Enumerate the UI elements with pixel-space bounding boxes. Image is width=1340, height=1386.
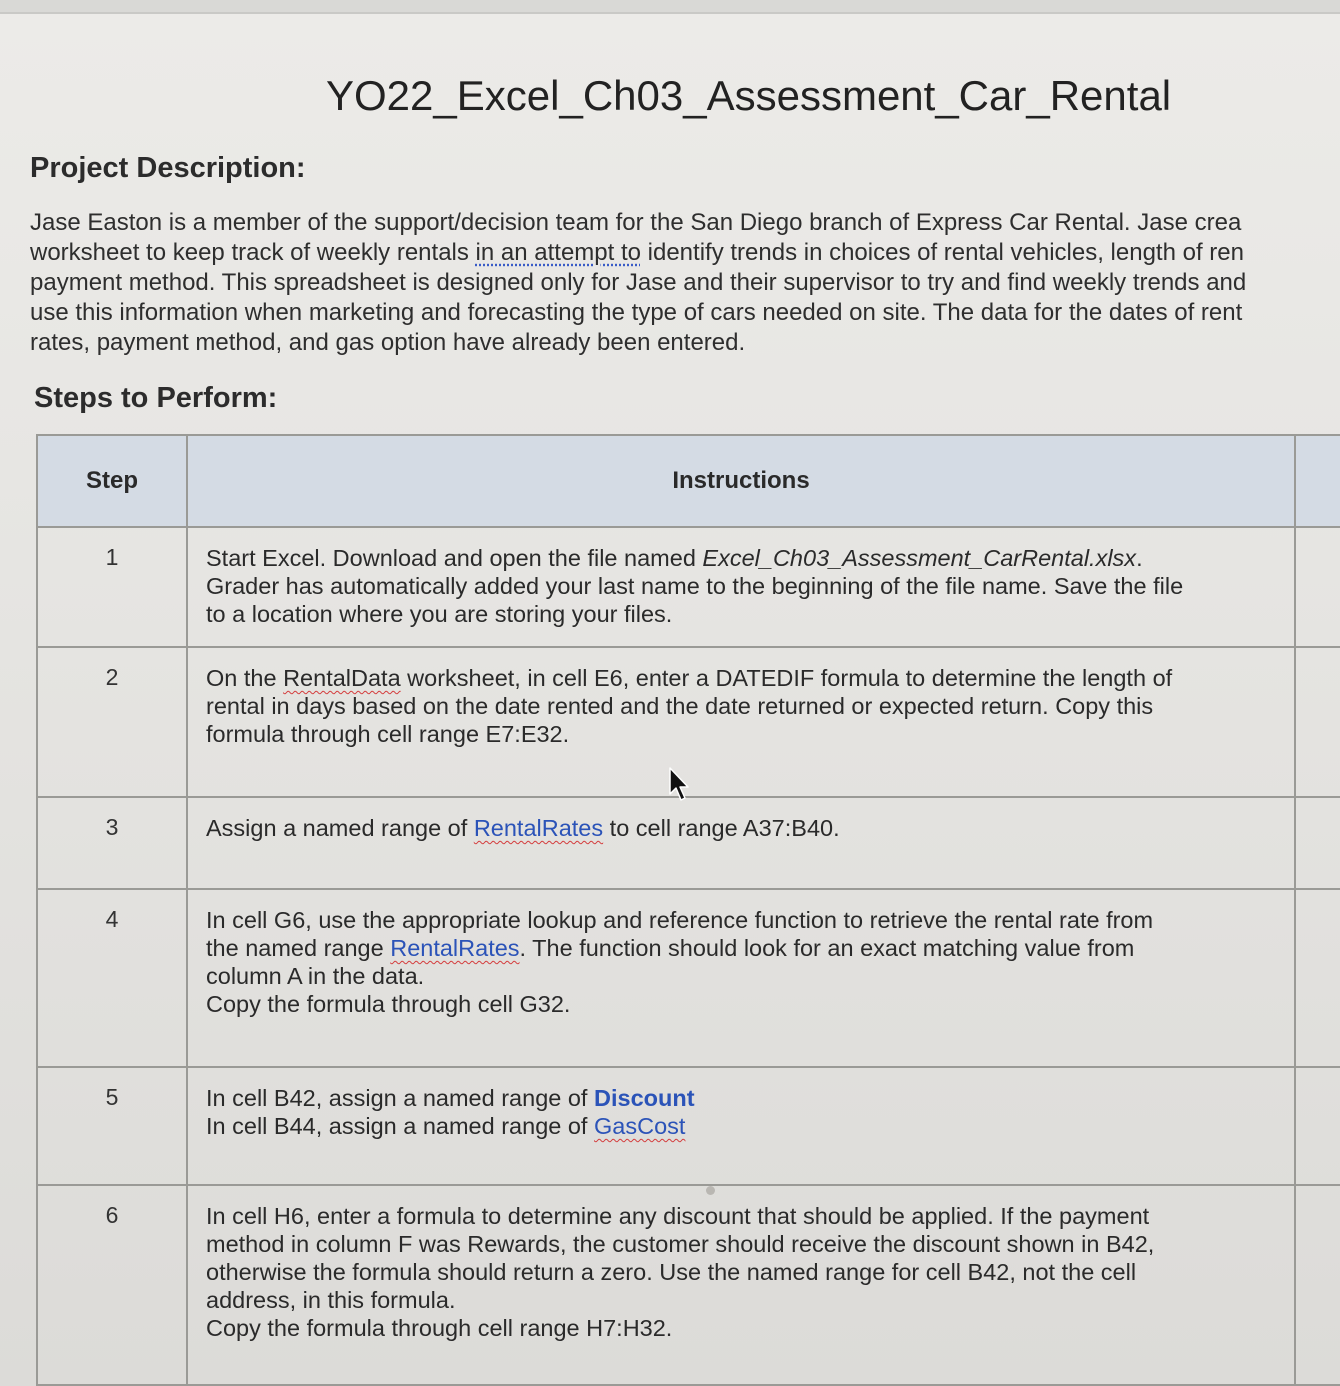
desc-line: Jase Easton is a member of the support/decision team for the San Diego branch of Express Car Rental. Jase crea — [30, 209, 1242, 236]
step-number: 6 — [37, 1185, 187, 1385]
named-range-link[interactable]: RentalRates — [473, 815, 604, 841]
step-number: 1 — [37, 527, 187, 647]
instruction-cell: In cell H6, enter a formula to determine any discount that should be applied. If the payment method in column F was Rewards, the customer should receive the discount shown in B42, otherwise the formula should return a zero. Use the named range for cell B42, not the cell address, in this formula. Copy the formula through cell range H7:H32. — [187, 1185, 1295, 1385]
desc-line: use this information when marketing and forecasting the type of cars needed on site. The data for the dates of rent — [30, 299, 1243, 326]
named-range-link[interactable]: RentalRates — [390, 935, 520, 961]
spellcheck-word[interactable]: RentalData — [283, 665, 401, 691]
table-row — [37, 527, 1340, 647]
project-description-text — [30, 208, 1340, 358]
header-instructions: Instructions — [187, 435, 1295, 527]
step-number: 3 — [37, 797, 187, 889]
named-range-link[interactable]: GasCost — [594, 1113, 686, 1139]
table-header-row — [37, 435, 1340, 527]
grammar-suggestion[interactable]: in an attempt to — [475, 239, 641, 266]
instruction-cell: Assign a named range of RentalRates to cell range A37:B40. — [187, 797, 1295, 889]
table-row — [37, 889, 1340, 1067]
desc-line: worksheet to keep track of weekly rentals in an attempt to identify trends in choices of rental vehicles, length of ren — [30, 239, 1244, 266]
step-number: 4 — [37, 889, 187, 1067]
mouse-pointer-icon — [668, 766, 694, 804]
project-description-heading: Project Description: — [30, 152, 306, 184]
table-row — [37, 1067, 1340, 1185]
dot-mark — [706, 1186, 715, 1195]
header-step: Step — [37, 435, 187, 527]
page-title: YO22_Excel_Ch03_Assessment_Car_Rental — [326, 72, 1172, 119]
step-number: 5 — [37, 1067, 187, 1185]
step-number: 2 — [37, 647, 187, 797]
table-row — [37, 1185, 1340, 1385]
header-extra — [1295, 435, 1340, 527]
instruction-cell: Start Excel. Download and open the file named Excel_Ch03_Assessment_CarRental.xlsx. Grader has automatically added your last name to the beginning of the file name. Save the file to a location where you are storing your files. — [187, 527, 1295, 647]
instruction-cell: In cell G6, use the appropriate lookup and reference function to retrieve the rental rate from the named range RentalRates. The function should look for an exact matching value from column A in the data. Copy the formula through cell G32. — [187, 889, 1295, 1067]
table-row — [37, 797, 1340, 889]
instruction-cell: On the RentalData worksheet, in cell E6, enter a DATEDIF formula to determine the length of rental in days based on the date rented and the date returned or expected return. Copy this formula through cell range E7:E32. — [187, 647, 1295, 797]
file-name: Excel_Ch03_Assessment_CarRental.xlsx — [702, 545, 1137, 571]
steps-table — [36, 434, 1340, 1386]
desc-line: rates, payment method, and gas option have already been entered. — [30, 329, 746, 356]
instruction-cell: In cell B42, assign a named range of Discount In cell B44, assign a named range of GasCost — [187, 1067, 1295, 1185]
named-range-discount: Discount — [594, 1085, 695, 1111]
steps-heading: Steps to Perform: — [34, 382, 278, 414]
desc-line: payment method. This spreadsheet is designed only for Jase and their supervisor to try and find weekly trends and — [30, 269, 1247, 296]
document-page — [0, 12, 1340, 1386]
